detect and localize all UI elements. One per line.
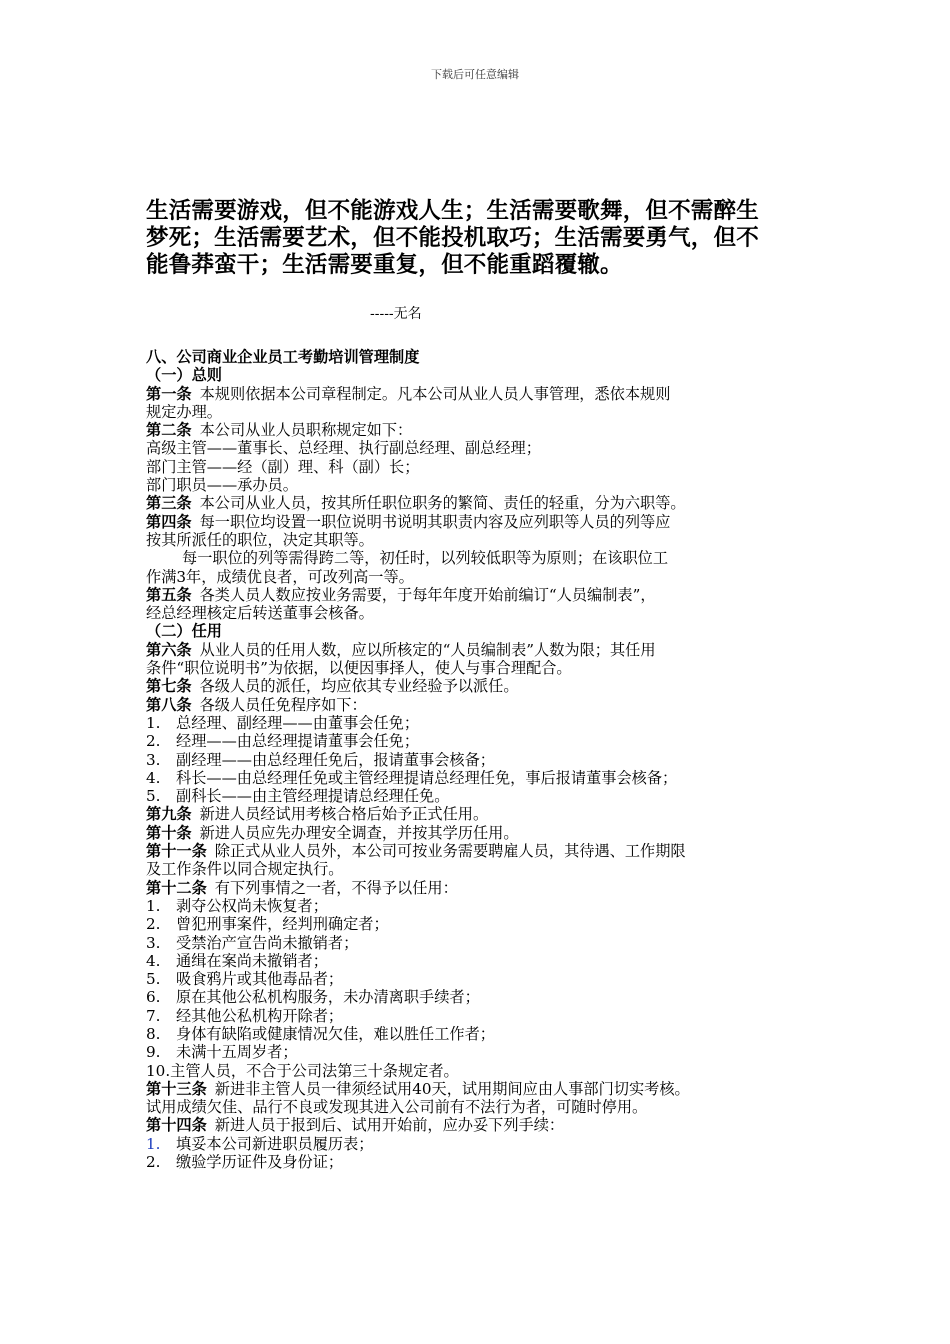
list-text: 通缉在案尚未撤销者； bbox=[176, 951, 328, 970]
list-number: 3. bbox=[146, 933, 161, 952]
article-text-cont: 按其所派任的职位，决定其职等。 bbox=[146, 530, 374, 549]
article-1 bbox=[146, 385, 836, 403]
article-text: 新进非主管人员一律须经试用40天，试用期间应由人事部门切实考核。 bbox=[214, 1079, 690, 1098]
list-item bbox=[146, 1153, 836, 1171]
list-text: 主管人员，不合于公司法第三十条规定者。 bbox=[170, 1061, 459, 1080]
article-text-cont: 及工作条件以同合规定执行。 bbox=[146, 860, 344, 879]
article-label: 第七条 bbox=[146, 677, 192, 696]
list-number: 2. bbox=[146, 1153, 161, 1172]
document-title: 八、公司商业企业员工考勤培训管理制度 bbox=[146, 348, 420, 366]
article-text: 本公司从业人员，按其所任职位职务的繁简、责任的轻重，分为六职等。 bbox=[199, 494, 686, 513]
article-text: 各级人员任免程序如下： bbox=[199, 695, 367, 714]
article-text: 除正式从业人员外，本公司可按业务需要聘雇人员，其待遇、工作期限 bbox=[214, 842, 686, 861]
list-item bbox=[146, 1025, 836, 1043]
list-text: 填妥本公司新进职员履历表； bbox=[176, 1134, 374, 1153]
list-number: 7. bbox=[146, 1006, 161, 1025]
document-body bbox=[146, 348, 836, 1171]
list-number: 1. bbox=[146, 713, 161, 732]
list-number: 2. bbox=[146, 915, 161, 934]
list-number: 1. bbox=[146, 1134, 161, 1153]
list-item bbox=[146, 1062, 836, 1080]
list-text: 经其他公私机构开除者； bbox=[176, 1006, 344, 1025]
list-item bbox=[146, 769, 836, 787]
list-text: 原在其他公私机构服务，未办清离职手续者； bbox=[176, 988, 480, 1007]
quote-line: 生活需要游戏，但不能游戏人生；生活需要歌舞，但不需醉生 bbox=[146, 198, 759, 224]
list-number: 2. bbox=[146, 732, 161, 751]
list-item bbox=[146, 915, 836, 933]
list-text: 科长——由总经理任免或主管经理提请总经理任免，事后报请董事会核备； bbox=[176, 768, 678, 787]
article-5 bbox=[146, 586, 836, 604]
article-label: 第十一条 bbox=[146, 842, 207, 861]
article-text-cont: 条件“职位说明书”为依据，以便因事择人，使人与事合理配合。 bbox=[146, 659, 572, 678]
article-label: 第六条 bbox=[146, 640, 192, 659]
article-text: 各类人员人数应按业务需要，于每年年度开始前编订“人员编制表”， bbox=[199, 585, 656, 604]
list-number: 3. bbox=[146, 750, 161, 769]
article-3 bbox=[146, 494, 836, 512]
list-item: 部门主管——经（副）理、科（副）长； bbox=[146, 457, 420, 476]
article-12 bbox=[146, 879, 836, 897]
article-text-cont: 规定办理。 bbox=[146, 402, 222, 421]
paragraph-cont: 作满3年，成绩优良者，可改列高一等。 bbox=[146, 567, 414, 586]
article-text: 新进人员经试用考核合格后始予正式任用。 bbox=[199, 805, 489, 824]
list-item bbox=[146, 714, 836, 732]
article-9 bbox=[146, 805, 836, 823]
article-label: 第九条 bbox=[146, 805, 192, 824]
article-label: 第八条 bbox=[146, 695, 192, 714]
list-text: 缴验学历证件及身份证； bbox=[176, 1153, 344, 1172]
page-header: 下载后可任意编辑 bbox=[431, 68, 519, 81]
article-13 bbox=[146, 1080, 836, 1098]
article-label: 第十二条 bbox=[146, 878, 207, 897]
article-14 bbox=[146, 1116, 836, 1134]
quote-block bbox=[146, 198, 816, 279]
article-text: 有下列事情之一者，不得予以任用： bbox=[214, 878, 458, 897]
list-text: 副经理——由总经理任免后，报请董事会核备； bbox=[176, 750, 495, 769]
list-text: 剥夺公权尚未恢复者； bbox=[176, 896, 328, 915]
article-8 bbox=[146, 696, 836, 714]
quote-line: 梦死；生活需要艺术，但不能投机取巧；生活需要勇气，但不 bbox=[146, 225, 759, 251]
list-item bbox=[146, 988, 836, 1006]
article-7 bbox=[146, 677, 836, 695]
list-item: 部门职员——承办员。 bbox=[146, 476, 298, 495]
list-text: 经理——由总经理提请董事会任免； bbox=[176, 732, 419, 751]
list-item bbox=[146, 897, 836, 915]
article-label: 第十三条 bbox=[146, 1079, 207, 1098]
list-item: 高级主管——董事长、总经理、执行副总经理、副总经理； bbox=[146, 439, 541, 458]
article-6 bbox=[146, 641, 836, 659]
article-label: 第三条 bbox=[146, 494, 192, 513]
article-label: 第二条 bbox=[146, 421, 192, 440]
list-item bbox=[146, 1043, 836, 1061]
article-label: 第五条 bbox=[146, 585, 192, 604]
article-2 bbox=[146, 421, 836, 439]
section-heading: （二）任用 bbox=[146, 622, 222, 641]
list-text: 未满十五周岁者； bbox=[176, 1043, 298, 1062]
list-number: 5. bbox=[146, 787, 161, 806]
article-text-cont: 经总经理核定后转送董事会核备。 bbox=[146, 604, 374, 623]
list-item bbox=[146, 787, 836, 805]
list-item bbox=[146, 751, 836, 769]
article-text: 新进人员应先办理安全调查，并按其学历任用。 bbox=[199, 823, 519, 842]
list-text: 副科长——由主管经理提请总经理任免。 bbox=[176, 787, 450, 806]
section-heading: （一）总则 bbox=[146, 366, 222, 385]
list-number: 5. bbox=[146, 970, 161, 989]
article-text: 每一职位均设置一职位说明书说明其职责内容及应列职等人员的列等应 bbox=[199, 512, 671, 531]
article-text: 从业人员的任用人数，应以所核定的“人员编制表”人数为限；其任用 bbox=[199, 640, 656, 659]
list-item bbox=[146, 970, 836, 988]
article-text: 本公司从业人员职称规定如下： bbox=[199, 421, 413, 440]
list-number: 1. bbox=[146, 896, 161, 915]
list-number: 8. bbox=[146, 1024, 161, 1043]
article-4 bbox=[146, 513, 836, 531]
list-text: 吸食鸦片或其他毒品者； bbox=[176, 970, 344, 989]
article-11 bbox=[146, 842, 836, 860]
list-item bbox=[146, 732, 836, 750]
article-10 bbox=[146, 824, 836, 842]
list-text: 曾犯刑事案件，经判刑确定者； bbox=[176, 915, 389, 934]
list-number: 6. bbox=[146, 988, 161, 1007]
list-number: 4. bbox=[146, 951, 161, 970]
list-item bbox=[146, 952, 836, 970]
article-text-cont: 试用成绩欠佳、品行不良或发现其进入公司前有不法行为者，可随时停用。 bbox=[146, 1098, 648, 1117]
list-item bbox=[146, 1135, 836, 1153]
article-label: 第十四条 bbox=[146, 1116, 207, 1135]
article-label: 第四条 bbox=[146, 512, 192, 531]
article-label: 第十条 bbox=[146, 823, 192, 842]
list-number: 10. bbox=[146, 1061, 171, 1080]
quote-signature: -----无名 bbox=[370, 306, 422, 322]
list-text: 受禁治产宣告尚未撤销者； bbox=[176, 933, 359, 952]
article-text: 新进人员于报到后、试用开始前，应办妥下列手续： bbox=[214, 1116, 565, 1135]
article-text: 各级人员的派任，均应依其专业经验予以派任。 bbox=[199, 677, 519, 696]
article-label: 第一条 bbox=[146, 384, 192, 403]
list-number: 9. bbox=[146, 1043, 161, 1062]
list-text: 总经理、副经理——由董事会任免； bbox=[176, 713, 419, 732]
quote-line: 能鲁莽蛮干；生活需要重复，但不能重蹈覆辙。 bbox=[146, 252, 623, 278]
list-number: 4. bbox=[146, 768, 161, 787]
list-item bbox=[146, 934, 836, 952]
list-item bbox=[146, 1007, 836, 1025]
list-text: 身体有缺陷或健康情况欠佳，难以胜任工作者； bbox=[176, 1024, 495, 1043]
article-text: 本规则依据本公司章程制定。凡本公司从业人员人事管理，悉依本规则 bbox=[199, 384, 671, 403]
paragraph: 每一职位的列等需得跨二等，初任时，以列较低职等为原则；在该职位工 bbox=[182, 549, 668, 568]
